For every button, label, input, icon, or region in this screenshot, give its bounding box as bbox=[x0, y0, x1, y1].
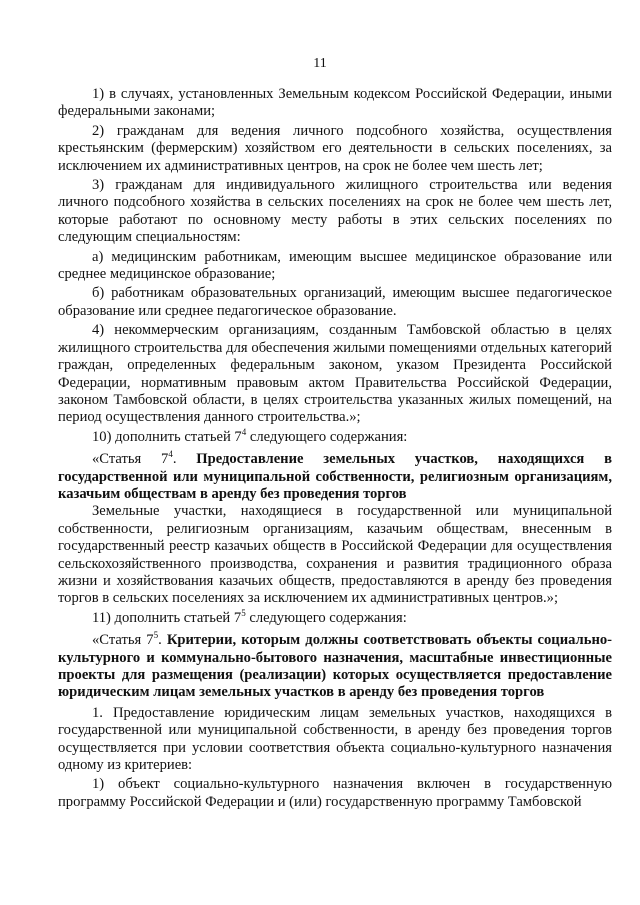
paragraph-item-2: 2) гражданам для ведения личного подсобного хозяйства, осуществления крестьянским (фермерским) хозяйством его деятельности в сельских поселениях, за исключением их административных центров, на срок не более чем шесть лет; bbox=[58, 122, 612, 174]
paragraph-item-3a: а) медицинским работникам, имеющим высшее медицинское образование или среднее медицинское образование; bbox=[58, 248, 612, 283]
article-7-4-title: Предоставление земельных участков, находящихся в государственной или муниципальной собственности, религиозным организациям, казачьим обществам в аренду без проведения торгов bbox=[58, 451, 612, 502]
page-number: 11 bbox=[313, 56, 327, 71]
article-7-4-body: Земельные участки, находящиеся в государственной или муниципальной собственности, религиозным организациям, казачьим обществам, внесенным в государственный реестр казачьих обществ в Российской Федерации для осуществления сельскохозяйственного производства, сохранения и развития традиционного образа жизни и хозяйствования казачьих обществ, предоставляются в аренду без проведения торгов в сельских поселениях за исключением их административных центров.»; bbox=[58, 503, 612, 607]
document-body bbox=[58, 86, 612, 811]
amendment-11: 11) дополнить статьей $7^5$ следующего содержания: bbox=[92, 607, 407, 626]
article-7-5-point-1: 1. Предоставление юридическим лицам земельных участков, находящихся в государственной или муниципальной собственности, в аренду без проведения торгов осуществляется при условии соответствия объекта социально-культурного назначения одному из критериев: bbox=[58, 704, 612, 774]
paragraph-item-3b: б) работникам образовательных организаций, имеющим высшее педагогическое образование или среднее педагогическое образование. bbox=[58, 285, 612, 319]
article-7-5-subpoint-1: 1) объект социально-культурного назначения включен в государственную программу Российской Федерации и (или) государственную программу Тамбовской bbox=[58, 776, 612, 810]
article-7-4-heading: «Статья $7^4$. Предоставление земельных участков, находящихся в государственной или муниципальной собственности, религиозным организациям, казачьим обществам в аренду без проведения торгов bbox=[58, 449, 612, 502]
amendment-10: 10) дополнить статьей $7^4$ следующего содержания: bbox=[92, 426, 408, 445]
article-7-5-title: Критерии, которым должны соответствовать объекты социально-культурного и коммунально-бытового назначения, масштабные инвестиционные проекты для размещения (реализации) которых осуществляется предоставление юридическим лицам земельных участков в аренду без проведения торгов bbox=[58, 632, 613, 701]
paragraph-item-4: 4) некоммерческим организациям, созданным Тамбовской областью в целях жилищного строительства для обеспечения жилыми помещениями отдельных категорий граждан, определенных федеральным законом, указом Президента Российской Федерации, нормативным правовым актом Правительства Российской Федерации, законом Тамбовской области, в целях строительства указанных жилых помещений, на период осуществления данного строительства.»; bbox=[58, 322, 612, 426]
article-7-5-heading: «Статья $7^5$. Критерии, которым должны соответствовать объекты социально-культурного и коммунально-бытового назначения, масштабные инвестиционные проекты для размещения (реализации) которых осуществляется предоставление юридическим лицам земельных участков в аренду без проведения торгов bbox=[58, 630, 613, 701]
paragraph-item-1: 1) в случаях, установленных Земельным кодексом Российской Федерации, иными федеральными законами; bbox=[58, 86, 612, 120]
paragraph-item-3: 3) гражданам для индивидуального жилищного строительства или ведения личного подсобного хозяйства в сельских поселениях на срок не более чем шесть лет, которые работают по основному месту работы в этих сельских поселениях по следующим специальностям: bbox=[58, 177, 612, 246]
